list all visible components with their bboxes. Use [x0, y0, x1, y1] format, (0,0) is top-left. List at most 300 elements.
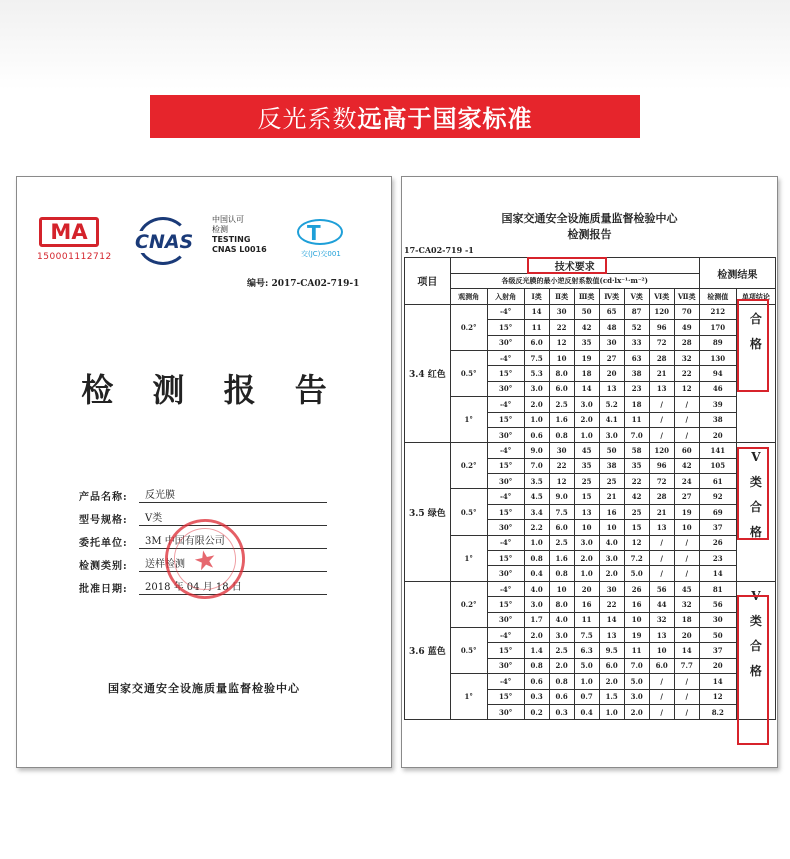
requirement-value: 21 [649, 504, 674, 519]
requirement-value: 70 [674, 304, 699, 319]
color-group-label: 3.5 绿色 [405, 443, 451, 582]
requirement-value: 10 [549, 350, 574, 365]
requirement-value: 14 [524, 304, 549, 319]
requirement-value: 13 [599, 627, 624, 642]
field-value: 反光膜 [139, 489, 327, 503]
table-row [405, 443, 776, 458]
requirement-value: 4.5 [524, 489, 549, 504]
entrance-angle: -4° [487, 581, 524, 596]
requirement-value: 12 [624, 535, 649, 550]
requirement-value: 2.5 [549, 535, 574, 550]
requirement-value: 9.5 [599, 643, 624, 658]
header-observation-angle: 观测角 [450, 289, 487, 304]
report-title: 检 测 报 告 [81, 371, 341, 409]
requirement-value: / [649, 551, 674, 566]
requirement-value: 2.0 [524, 627, 549, 642]
requirement-value: 13 [649, 520, 674, 535]
ma-certification-logo [37, 217, 113, 262]
requirement-value: 72 [649, 474, 674, 489]
data-page-header [402, 211, 777, 243]
requirement-value: 0.2 [524, 704, 549, 719]
requirement-value: 11 [624, 412, 649, 427]
entrance-angle: 30° [487, 474, 524, 489]
requirement-value: 5.3 [524, 366, 549, 381]
cnas-logo [133, 217, 193, 265]
entrance-angle: -4° [487, 535, 524, 550]
requirement-value: 1.6 [549, 412, 574, 427]
tech-requirement-highlight [527, 257, 607, 274]
requirement-value: 13 [574, 504, 599, 519]
requirement-value: / [674, 566, 699, 581]
entrance-angle: 30° [487, 335, 524, 350]
requirement-value: 96 [649, 320, 674, 335]
field-key: 委托单位: [79, 538, 128, 549]
requirement-value: 10 [649, 643, 674, 658]
field-value: 3M 中国有限公司 [139, 535, 327, 549]
footer-organization: 国家交通安全设施质量监督检验中心 [108, 682, 300, 695]
header-class: Ⅵ类 [649, 289, 674, 304]
requirement-value: 38 [624, 366, 649, 381]
requirement-value: 21 [649, 366, 674, 381]
requirement-value: 1.6 [549, 551, 574, 566]
requirement-value: 19 [674, 504, 699, 519]
requirement-value: 11 [624, 643, 649, 658]
requirement-value: 13 [649, 381, 674, 396]
requirement-value: 42 [624, 489, 649, 504]
requirement-value: 72 [649, 335, 674, 350]
requirement-value: 10 [549, 581, 574, 596]
measured-value: 69 [699, 504, 736, 519]
field-key: 检测类别: [79, 561, 128, 572]
field-key: 产品名称: [79, 492, 128, 503]
observation-angle: 0.2° [450, 443, 487, 489]
cnas-info-line: 中国认可 [212, 215, 244, 224]
entrance-angle: 15° [487, 643, 524, 658]
requirement-value: 22 [549, 320, 574, 335]
requirement-value: 13 [599, 381, 624, 396]
measured-value: 94 [699, 366, 736, 381]
table-row [405, 581, 776, 596]
requirement-value: 10 [599, 520, 624, 535]
entrance-angle: 30° [487, 612, 524, 627]
banner [150, 95, 640, 138]
requirement-value: 13 [649, 627, 674, 642]
requirement-value: 0.8 [549, 427, 574, 442]
color-group-label: 3.4 红色 [405, 304, 451, 443]
requirement-value: / [649, 535, 674, 550]
requirement-value: 18 [624, 397, 649, 412]
requirement-value: 6.3 [574, 643, 599, 658]
requirement-value: 49 [674, 320, 699, 335]
requirement-value: 25 [624, 504, 649, 519]
requirement-value: 42 [574, 320, 599, 335]
cnas-info-line: 检测 [212, 225, 228, 234]
requirement-value: 1.7 [524, 612, 549, 627]
header-class: Ⅰ类 [524, 289, 549, 304]
requirement-value: 3.0 [599, 427, 624, 442]
jc-logo-label: 交(JC)交001 [301, 250, 341, 258]
requirement-value: 50 [574, 304, 599, 319]
requirement-value: 0.4 [524, 566, 549, 581]
requirement-value: 7.0 [624, 427, 649, 442]
measured-value: 37 [699, 520, 736, 535]
data-page-report-number: 17-CA02-719 -1 [404, 245, 474, 255]
requirement-value: 0.7 [574, 689, 599, 704]
requirement-value: 2.0 [549, 658, 574, 673]
requirement-value: 32 [649, 612, 674, 627]
requirement-value: / [649, 397, 674, 412]
measured-value: 212 [699, 304, 736, 319]
measured-value: 23 [699, 551, 736, 566]
field-value: V类 [139, 512, 327, 526]
requirement-value: 1.4 [524, 643, 549, 658]
requirement-value: 14 [574, 381, 599, 396]
seal-star-icon: ★ [190, 543, 220, 579]
table-row [405, 627, 776, 642]
measured-value: 89 [699, 335, 736, 350]
entrance-angle: 30° [487, 427, 524, 442]
requirement-value: 22 [549, 458, 574, 473]
requirement-value: 3.5 [524, 474, 549, 489]
requirement-value: 5.0 [574, 658, 599, 673]
measured-value: 105 [699, 458, 736, 473]
requirement-value: 0.6 [524, 427, 549, 442]
requirement-value: / [649, 412, 674, 427]
requirement-value: 25 [599, 474, 624, 489]
requirement-value: 11 [574, 612, 599, 627]
requirement-value: 2.0 [574, 412, 599, 427]
requirement-value: 35 [574, 335, 599, 350]
requirement-value: 12 [549, 474, 574, 489]
measured-value: 26 [699, 535, 736, 550]
field-value: 送样检测 [139, 558, 327, 572]
requirement-value: / [674, 397, 699, 412]
measured-value: 56 [699, 597, 736, 612]
requirement-value: 0.6 [549, 689, 574, 704]
requirement-value: 10 [674, 520, 699, 535]
requirement-value: 7.5 [574, 627, 599, 642]
measured-value: 20 [699, 427, 736, 442]
entrance-angle: 15° [487, 597, 524, 612]
measured-value: 141 [699, 443, 736, 458]
requirement-value: 30 [549, 443, 574, 458]
requirement-value: 120 [649, 443, 674, 458]
entrance-angle: 15° [487, 366, 524, 381]
requirement-value: 1.0 [574, 674, 599, 689]
single-conclusion: V 类 合 格 [736, 581, 775, 720]
requirement-value: 27 [674, 489, 699, 504]
requirement-value: 3.4 [524, 504, 549, 519]
data-page-org: 国家交通安全设施质量监督检验中心 [501, 212, 678, 225]
requirement-value: 28 [649, 350, 674, 365]
requirement-value: 7.0 [624, 658, 649, 673]
requirement-value: 22 [624, 474, 649, 489]
requirement-value: 9.0 [549, 489, 574, 504]
requirement-value: 3.0 [549, 627, 574, 642]
requirement-value: 2.0 [599, 566, 624, 581]
measured-value: 61 [699, 474, 736, 489]
observation-angle: 0.5° [450, 489, 487, 535]
requirement-value: 58 [624, 443, 649, 458]
requirement-value: 11 [524, 320, 549, 335]
requirement-value: 2.0 [524, 397, 549, 412]
requirement-value: 3.0 [574, 535, 599, 550]
requirement-value: 48 [599, 320, 624, 335]
requirement-value: / [649, 704, 674, 719]
jc-t-icon: T [307, 221, 321, 245]
requirement-value: 0.8 [524, 551, 549, 566]
header-class: Ⅲ类 [574, 289, 599, 304]
requirement-value: 1.0 [574, 566, 599, 581]
requirement-value: 0.4 [574, 704, 599, 719]
conclusion-highlight-green [737, 447, 769, 540]
measured-value: 92 [699, 489, 736, 504]
cnas-info [212, 215, 267, 255]
single-conclusion: V 类 合 格 [736, 443, 775, 582]
requirement-value: 1.5 [599, 689, 624, 704]
entrance-angle: -4° [487, 489, 524, 504]
requirement-value: 4.0 [524, 581, 549, 596]
requirement-value: 38 [599, 458, 624, 473]
requirement-value: 6.0 [649, 658, 674, 673]
field-product-name [79, 488, 327, 503]
requirement-value: 21 [599, 489, 624, 504]
header-class: Ⅱ类 [549, 289, 574, 304]
requirement-value: 30 [549, 304, 574, 319]
table-row [405, 304, 776, 319]
field-key: 型号规格: [79, 515, 128, 526]
requirement-value: 60 [674, 443, 699, 458]
entrance-angle: 15° [487, 412, 524, 427]
header-tech-subtitle: 各级反光膜的最小逆反射系数值(cd·lx⁻¹·m⁻²) [450, 274, 699, 289]
requirement-value: 12 [549, 335, 574, 350]
requirement-value: 96 [649, 458, 674, 473]
requirement-value: 87 [624, 304, 649, 319]
entrance-angle: 15° [487, 458, 524, 473]
cnas-info-line: TESTING [212, 235, 251, 244]
requirement-value: 2.0 [599, 674, 624, 689]
requirement-value: 7.7 [674, 658, 699, 673]
header-item: 项目 [405, 258, 451, 305]
observation-angle: 1° [450, 674, 487, 720]
requirement-value: 2.2 [524, 520, 549, 535]
requirement-value: 20 [599, 366, 624, 381]
requirement-value: 0.8 [549, 566, 574, 581]
requirement-value: 45 [574, 443, 599, 458]
header-class: Ⅳ类 [599, 289, 624, 304]
requirement-value: 0.3 [524, 689, 549, 704]
entrance-angle: 30° [487, 566, 524, 581]
header-result: 检测结果 [699, 258, 775, 289]
requirement-value: 20 [674, 627, 699, 642]
requirement-value: 0.6 [524, 674, 549, 689]
field-key: 批准日期: [79, 584, 128, 595]
requirement-value: 15 [574, 489, 599, 504]
requirement-value: 32 [674, 350, 699, 365]
requirement-value: 44 [649, 597, 674, 612]
requirement-value: 3.0 [524, 381, 549, 396]
measured-value: 8.2 [699, 704, 736, 719]
requirement-value: 1.0 [524, 412, 549, 427]
requirement-value: 9.0 [524, 443, 549, 458]
table-row [405, 397, 776, 412]
requirement-value: 15 [624, 520, 649, 535]
requirement-value: 8.0 [549, 597, 574, 612]
observation-angle: 0.5° [450, 350, 487, 396]
requirement-value: 1.0 [524, 535, 549, 550]
requirement-value: 0.3 [549, 704, 574, 719]
requirement-value: 8.0 [549, 366, 574, 381]
requirement-value: 7.0 [524, 458, 549, 473]
requirement-value: 7.5 [549, 504, 574, 519]
entrance-angle: 15° [487, 551, 524, 566]
banner-title-bold: 远高于国家标准 [357, 105, 533, 133]
retroreflection-table [404, 257, 776, 720]
requirement-value: 4.1 [599, 412, 624, 427]
header-single-conclusion: 单项结论 [736, 289, 775, 304]
measured-value: 38 [699, 412, 736, 427]
jc-logo [289, 217, 355, 263]
requirement-value: 3.0 [574, 397, 599, 412]
data-page-subtitle: 检测报告 [567, 228, 612, 241]
requirement-value: 27 [599, 350, 624, 365]
requirement-value: 3.0 [524, 597, 549, 612]
requirement-value: 35 [624, 458, 649, 473]
ma-logo-text: MA [39, 217, 99, 247]
color-group-label: 3.6 蓝色 [405, 581, 451, 720]
single-conclusion: 合 格 [736, 304, 775, 443]
entrance-angle: -4° [487, 350, 524, 365]
ma-logo-number: 150001112712 [37, 252, 112, 262]
requirement-value: / [674, 427, 699, 442]
requirement-value: 52 [624, 320, 649, 335]
report-data-page [401, 176, 778, 768]
measured-value: 39 [699, 397, 736, 412]
report-number: 编号: 2017-CA02-719-1 [247, 279, 360, 289]
requirement-value: 33 [624, 335, 649, 350]
requirement-value: 5.0 [624, 674, 649, 689]
observation-angle: 1° [450, 397, 487, 443]
banner-title-normal: 反光系数 [257, 105, 358, 133]
header-class: Ⅴ类 [624, 289, 649, 304]
requirement-value: 16 [574, 597, 599, 612]
requirement-value: 4.0 [549, 612, 574, 627]
entrance-angle: 30° [487, 520, 524, 535]
requirement-value: 28 [649, 489, 674, 504]
requirement-value: 45 [674, 581, 699, 596]
measured-value: 46 [699, 381, 736, 396]
requirement-value: 16 [624, 597, 649, 612]
measured-value: 12 [699, 689, 736, 704]
entrance-angle: 30° [487, 704, 524, 719]
observation-angle: 1° [450, 535, 487, 581]
header-measured-value: 检测值 [699, 289, 736, 304]
requirement-value: 25 [574, 474, 599, 489]
observation-angle: 0.5° [450, 627, 487, 673]
requirement-value: 0.8 [524, 658, 549, 673]
header-tech-requirement: 技术要求 [450, 258, 699, 274]
requirement-value: 24 [674, 474, 699, 489]
requirement-value: 19 [574, 350, 599, 365]
requirement-value: 6.0 [549, 381, 574, 396]
entrance-angle: -4° [487, 443, 524, 458]
requirement-value: 56 [649, 581, 674, 596]
requirement-value: 16 [599, 504, 624, 519]
requirement-value: 20 [574, 581, 599, 596]
measured-value: 130 [699, 350, 736, 365]
requirement-value: / [649, 689, 674, 704]
requirement-value: 5.2 [599, 397, 624, 412]
requirement-value: 26 [624, 581, 649, 596]
requirement-value: 7.5 [524, 350, 549, 365]
requirement-value: 30 [599, 581, 624, 596]
measured-value: 81 [699, 581, 736, 596]
requirement-value: / [674, 535, 699, 550]
requirement-value: 2.5 [549, 643, 574, 658]
entrance-angle: -4° [487, 304, 524, 319]
requirement-value: 6.0 [549, 520, 574, 535]
requirement-value: 2.5 [549, 397, 574, 412]
entrance-angle: 15° [487, 320, 524, 335]
table-row [405, 489, 776, 504]
requirement-value: 12 [674, 381, 699, 396]
measured-value: 50 [699, 627, 736, 642]
requirement-value: 19 [624, 627, 649, 642]
entrance-angle: -4° [487, 397, 524, 412]
requirement-value: 63 [624, 350, 649, 365]
requirement-value: 65 [599, 304, 624, 319]
measured-value: 37 [699, 643, 736, 658]
conclusion-highlight-red [737, 299, 769, 392]
entrance-angle: -4° [487, 627, 524, 642]
conclusion-highlight-blue [737, 595, 769, 745]
measured-value: 20 [699, 658, 736, 673]
requirement-value: 10 [574, 520, 599, 535]
requirement-value: 23 [624, 381, 649, 396]
cnas-info-line: CNAS L0016 [212, 245, 267, 254]
requirement-value: 10 [624, 612, 649, 627]
measured-value: 30 [699, 612, 736, 627]
report-cover-page [16, 176, 392, 768]
entrance-angle: 15° [487, 689, 524, 704]
requirement-value: 120 [649, 304, 674, 319]
requirement-value: 14 [599, 612, 624, 627]
requirement-value: / [649, 566, 674, 581]
requirement-value: 6.0 [524, 335, 549, 350]
requirement-value: 35 [574, 458, 599, 473]
requirement-value: / [674, 704, 699, 719]
entrance-angle: 30° [487, 658, 524, 673]
observation-angle: 0.2° [450, 581, 487, 627]
requirement-value: 18 [674, 612, 699, 627]
header-entrance-angle: 入射角 [487, 289, 524, 304]
requirement-value: 5.0 [624, 566, 649, 581]
cnas-logo-text: CNAS [135, 231, 194, 253]
requirement-value: 3.0 [599, 551, 624, 566]
requirement-value: 22 [599, 597, 624, 612]
requirement-value: / [649, 674, 674, 689]
table-row [405, 674, 776, 689]
requirement-value: 50 [599, 443, 624, 458]
requirement-value: 30 [599, 335, 624, 350]
requirement-value: 42 [674, 458, 699, 473]
requirement-value: 28 [674, 335, 699, 350]
entrance-angle: 30° [487, 381, 524, 396]
requirement-value: 0.8 [549, 674, 574, 689]
requirement-value: 1.0 [574, 427, 599, 442]
requirement-value: 7.2 [624, 551, 649, 566]
requirement-value: 22 [674, 366, 699, 381]
